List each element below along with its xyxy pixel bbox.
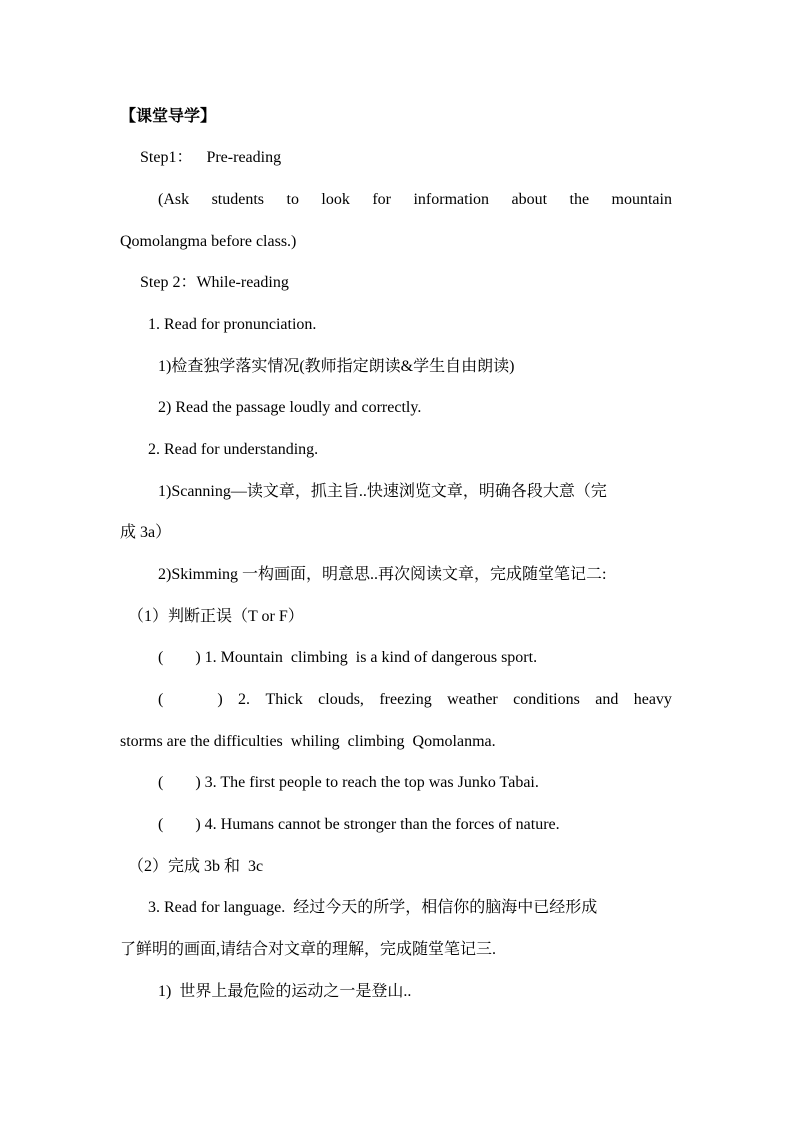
item-read-pronunciation: 1. Read for pronunciation. <box>148 316 317 333</box>
item-read-aloud: 2) Read the passage loudly and correctly. <box>158 399 422 416</box>
word: look <box>321 191 350 208</box>
tf-question-1: ( ) 1. Mountain climbing is a kind of dangerous sport. <box>158 649 538 666</box>
word: heavy <box>633 691 672 708</box>
word: about <box>511 191 548 208</box>
step1-intro-line <box>158 190 672 210</box>
word: to <box>286 191 299 208</box>
item-check-reading: 1)检查独学落实情况(教师指定朗读&学生自由朗读) <box>158 358 515 375</box>
step1-title: Pre-reading <box>206 149 282 166</box>
word: freezing <box>379 691 432 708</box>
step2-heading: Step 2：While-reading <box>140 274 289 291</box>
word: conditions <box>513 691 580 708</box>
word: Thick <box>265 691 303 708</box>
word: mountain <box>611 191 672 208</box>
subitem-true-false: （1）判断正误（T or F） <box>128 608 304 625</box>
word: clouds, <box>318 691 364 708</box>
item-skimming: 2)Skimming 一构画面，明意思..再次阅读文章，完成随堂笔记二: <box>158 566 607 583</box>
tf-question-3: ( ) 3. The first people to reach the top was Junko Tabai. <box>158 774 539 791</box>
item-read-understanding: 2. Read for understanding. <box>148 441 319 458</box>
item-translation-1: 1) 世界上最危险的运动之一是登山.. <box>158 983 412 1000</box>
word: and <box>595 691 619 708</box>
step1-intro-cont: Qomolangma before class.) <box>120 233 297 250</box>
step1-label: Step1： <box>140 149 193 166</box>
tf-question-4: ( ) 4. Humans cannot be stronger than the forces of nature. <box>158 816 560 833</box>
step1-heading <box>140 148 281 168</box>
word: 2. <box>238 691 251 708</box>
word: the <box>569 191 590 208</box>
tf-question-2-line2: storms are the difficulties whiling climbing Qomolanma. <box>120 733 496 750</box>
section-heading: 【课堂导学】 <box>120 108 217 125</box>
subitem-3b-3c: （2）完成 3b 和 3c <box>128 858 264 875</box>
word: weather <box>447 691 498 708</box>
bracket-open: ( <box>158 691 164 708</box>
word: information <box>413 191 490 208</box>
item-read-language-line2: 了鲜明的画面,请结合对文章的理解，完成随堂笔记三. <box>120 941 497 958</box>
item-scanning-line2: 成 3a） <box>120 524 172 541</box>
bracket-close: ) <box>217 691 223 708</box>
word: students <box>211 191 265 208</box>
word: for <box>372 191 391 208</box>
word: (Ask <box>158 191 190 208</box>
item-scanning-line1: 1)Scanning—读文章，抓主旨..快速浏览文章，明确各段大意（完 <box>158 483 607 500</box>
item-read-language-line1: 3. Read for language. 经过今天的所学，相信你的脑海中已经形成 <box>148 899 598 916</box>
tf-question-2-line1 <box>158 690 672 710</box>
